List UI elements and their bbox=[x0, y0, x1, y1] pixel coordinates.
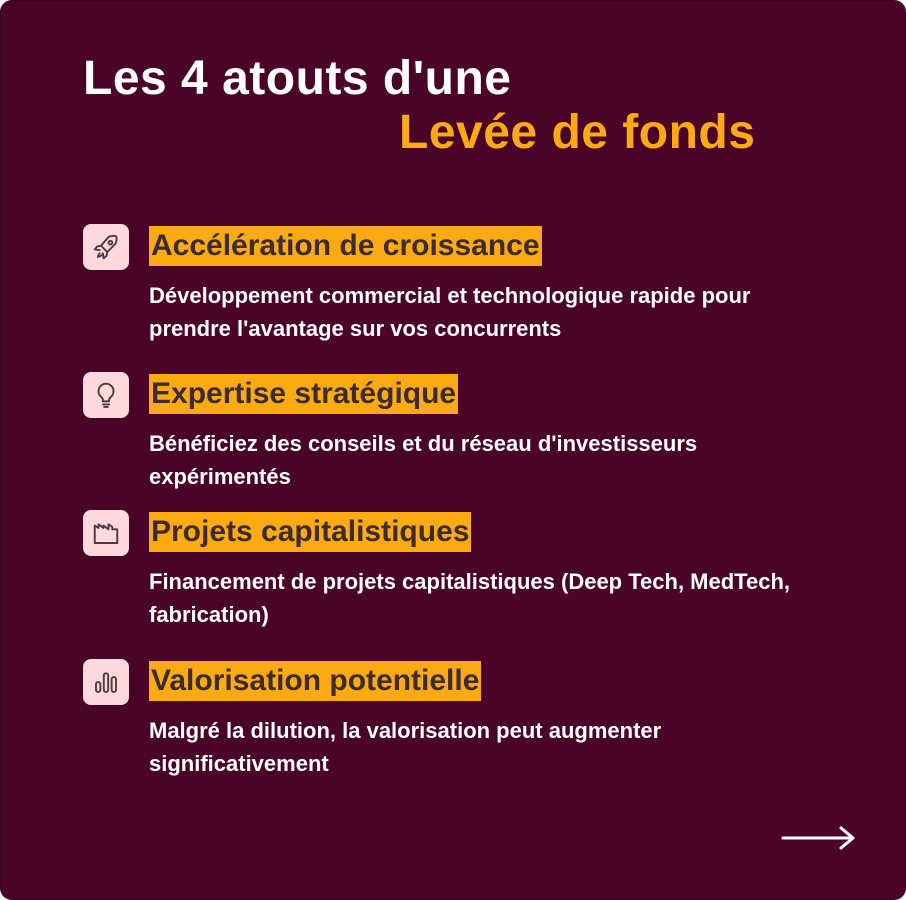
item-heading: Accélération de croissance bbox=[149, 226, 542, 266]
bar-chart-icon bbox=[83, 659, 129, 705]
arrow-right-icon[interactable] bbox=[781, 823, 857, 853]
item-description: Financement de projets capitalistiques (Deep Tech, MedTech, fabrication) bbox=[149, 569, 790, 627]
item-heading: Projets capitalistiques bbox=[149, 512, 471, 552]
rocket-icon bbox=[83, 224, 129, 270]
factory-icon bbox=[83, 510, 129, 556]
item-description: Développement commercial et technologique rapide pour prendre l'avantage sur vos concurrents bbox=[149, 283, 751, 341]
item-description: Bénéficiez des conseils et du réseau d'investisseurs expérimentés bbox=[149, 431, 698, 489]
lightbulb-icon bbox=[83, 372, 129, 418]
item-heading: Valorisation potentielle bbox=[149, 661, 481, 701]
item-heading: Expertise stratégique bbox=[149, 374, 458, 414]
title-line-1: Les 4 atouts d'une bbox=[83, 52, 512, 105]
title-line-2-highlight: Levée de fonds bbox=[399, 106, 756, 159]
item-description: Malgré la dilution, la valorisation peut augmenter significativement bbox=[149, 718, 662, 776]
